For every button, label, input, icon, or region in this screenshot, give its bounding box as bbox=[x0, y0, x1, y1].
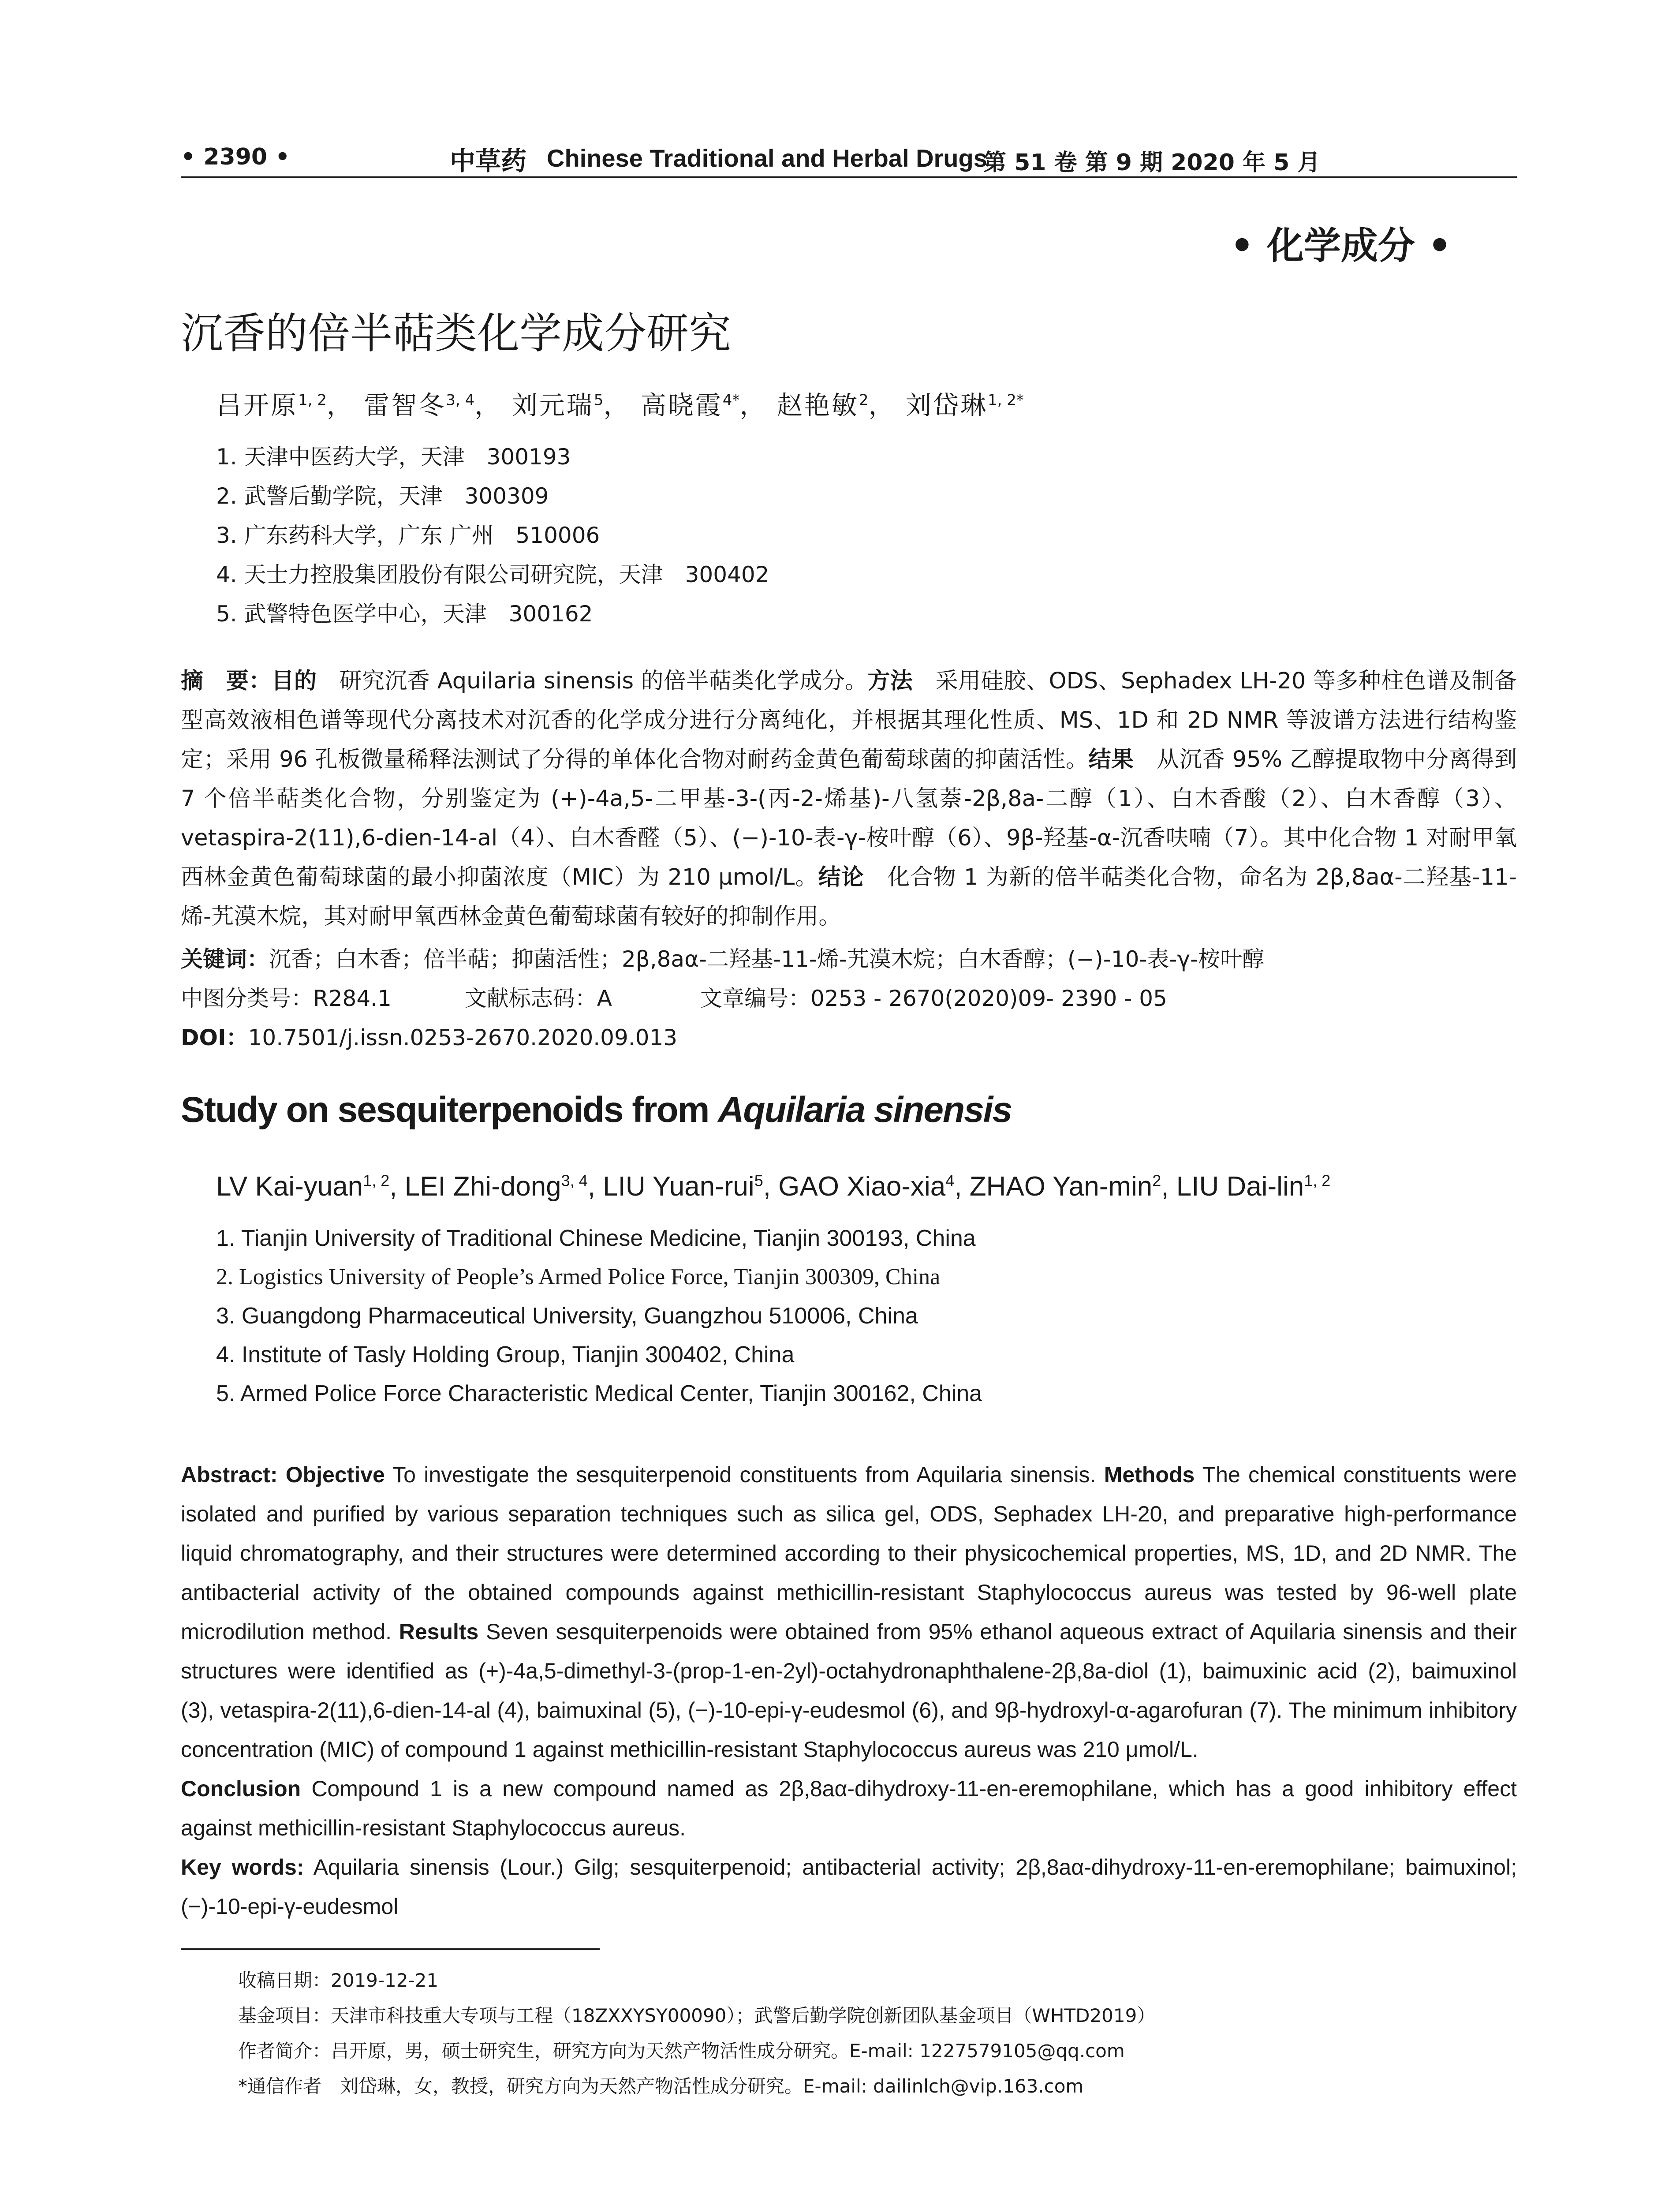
en-abstract-label: Abstract: bbox=[181, 1462, 278, 1487]
en-results-text: Seven sesquiterpenoids were obtained from 95% ethanol aqueous extract of Aquilaria sinensis and their structures were identified as (+)-4a,5-dimethyl-3-(prop-1-en-2yl)-octahydronaphthalene-2β,8a-diol (1), baimuxinic acid (2), baimuxinol (3), vetaspira-2(11),6-dien-14-al (4), baimuxinal (5), (−)-10-epi-γ-eudesmol (6), and 9β-hydroxyl-α-agarofuran (7). The minimum inhibitory concentration (MIC) of compound 1 against methicillin-resistant Staphylococcus aureus was 210 μmol/L. bbox=[181, 1619, 1517, 1762]
cn-classification: 中图分类号：R284.1 文献标志码：A 文章编号：0253 - 2670(2020)09- 2390 - 05 bbox=[181, 986, 1167, 1011]
journal-name-en: Chinese Traditional and Herbal Drugs bbox=[547, 144, 987, 172]
en-author: ZHAO Yan-min bbox=[969, 1171, 1153, 1202]
doi-label: DOI： bbox=[181, 1025, 248, 1050]
footnote-received: 收稿日期：2019-12-21 bbox=[238, 1970, 439, 1991]
header-rule bbox=[181, 176, 1517, 178]
en-affiliation: 5. Armed Police Force Characteristic Medical Center, Tianjin 300162, China bbox=[216, 1381, 982, 1406]
doi-value: 10.7501/j.issn.0253-2670.2020.09.013 bbox=[248, 1025, 678, 1050]
cn-author-sup: 1, 2 bbox=[298, 391, 327, 409]
en-affiliation: 3. Guangdong Pharmaceutical University, Guangzhou 510006, China bbox=[216, 1303, 918, 1329]
cn-conclusion-text: 化合物 1 为新的倍半萜类化合物，命名为 2β,8aα-二羟基-11-烯-艽漠木烷，其对耐甲氧西林金黄色葡萄球菌有较好的抑制作用。 bbox=[181, 864, 1517, 930]
en-title-plain: Study on sesquiterpenoids from bbox=[181, 1090, 718, 1130]
en-affiliation: 4. Institute of Tasly Holding Group, Tianjin 300402, China bbox=[216, 1342, 795, 1368]
cn-author-sup: 3, 4 bbox=[446, 391, 475, 409]
volume-issue: 第 51 卷 第 9 期 2020 年 5 月 bbox=[983, 149, 1321, 176]
cn-affiliation: 2. 武警后勤学院，天津 300309 bbox=[216, 483, 549, 509]
en-author-sup: 1, 2 bbox=[363, 1171, 390, 1190]
footnote-funding: 基金项目：天津市科技重大专项与工程（18ZXXYSY00090）；武警后勤学院创新团队基金项目（WHTD2019） bbox=[238, 2005, 1156, 2026]
page-number: • 2390 • bbox=[181, 144, 290, 170]
cn-keywords bbox=[181, 942, 1264, 973]
cn-affiliation: 1. 天津中医药大学，天津 300193 bbox=[216, 444, 571, 470]
cn-keywords-text: 沉香；白木香；倍半萜；抑菌活性；2β,8aα-二羟基-11-烯-艽漠木烷；白木香醇；(−)-10-表-γ-桉叶醇 bbox=[269, 946, 1265, 972]
en-authors: LV Kai-yuan$^{1, 2}$, LEI Zhi-dong$^{3, 4}$, LIU Yuan-rui$^5$, GAO Xiao-xia$^4$, ZHAO Yan-$\min^2$, LIU Dai-lin$^{1, 2}$ bbox=[216, 1171, 1331, 1202]
en-author: LIU Dai-lin bbox=[1176, 1171, 1304, 1202]
cn-objective-label: 目的 bbox=[271, 668, 317, 694]
cn-author: 刘元瑞 bbox=[511, 390, 594, 420]
footnote-corresponding: *通信作者 刘岱琳，女，教授，研究方向为天然产物活性成分研究。E-mail: dailinlch@vip.163.com bbox=[238, 2075, 1084, 2097]
en-affiliation: 2. Logistics University of People’s Armed Police Force, Tianjin 300309, China bbox=[216, 1264, 941, 1289]
cn-author: 赵艳敏 bbox=[777, 390, 859, 420]
cn-conclusion-label: 结论 bbox=[818, 864, 864, 890]
cn-methods-label: 方法 bbox=[867, 668, 913, 694]
en-results-label: Results bbox=[399, 1619, 479, 1644]
en-author: LV Kai-yuan bbox=[216, 1171, 363, 1202]
en-author-sup: 3, 4 bbox=[561, 1171, 588, 1190]
en-author-sup: 5 bbox=[754, 1171, 763, 1190]
en-author-sup: 2 bbox=[1152, 1171, 1161, 1190]
en-author: LIU Yuan-rui bbox=[603, 1171, 754, 1202]
footnote-author-bio: 作者简介：吕开原，男，硕士研究生，研究方向为天然产物活性成分研究。E-mail: 1227579105@qq.com bbox=[238, 2040, 1125, 2062]
cn-results-text: 从沉香 95% 乙醇提取物中分离得到 7 个倍半萜类化合物，分别鉴定为 (+)-4a,5-二甲基-3-(丙-2-烯基)-八氢萘-2β,8a-二醇（1）、白木香酸（2）、白木香醇（3）、vetaspira-2(11),6-dien-14-al（4）、白木香醛（5）、(−)-10-表-γ-桉叶醇（6）、9β-羟基-α-沉香呋喃（7）。其中化合物 1 对耐甲氧西林金黄色葡萄球菌的最小抑菌浓度（MIC）为 210 μmol/L。 bbox=[181, 747, 1517, 890]
en-keywords-label: Key words: bbox=[181, 1855, 304, 1880]
cn-author-sup: 1, 2* bbox=[987, 391, 1024, 409]
en-methods-label: Methods bbox=[1104, 1462, 1195, 1487]
section-label: • 化学成分 • bbox=[1230, 224, 1452, 267]
cn-affiliation: 3. 广东药科大学，广东 广州 510006 bbox=[216, 523, 600, 548]
en-author-sup: 1, 2 bbox=[1304, 1171, 1331, 1190]
cn-author: 雷智冬 bbox=[364, 390, 446, 420]
en-objective-label: Objective bbox=[285, 1462, 385, 1487]
cn-title: 沉香的倍半萜类化学成分研究 bbox=[181, 309, 731, 358]
en-methods-text: The chemical constituents were isolated and purified by various separation techniques such as silica gel, ODS, Sephadex LH-20, and preparative high-performance liquid chromatography, and their structures were determined according to their physicochemical properties, MS, 1D, and 2D NMR. The antibacterial activity of the obtained compounds against methicillin-resistant Staphylococcus aureus was tested by 96-well plate microdilution method. bbox=[181, 1462, 1517, 1644]
cn-author: 高晓霞 bbox=[640, 390, 723, 420]
cn-affiliation: 4. 天士力控股集团股份有限公司研究院，天津 300402 bbox=[216, 562, 769, 587]
doi-line bbox=[181, 1020, 677, 1052]
cn-abstract bbox=[181, 662, 1517, 936]
journal-name-cn: 中草药 bbox=[450, 146, 527, 176]
en-abstract bbox=[181, 1455, 1517, 1926]
cn-objective-text: 研究沉香 Aquilaria sinensis 的倍半萜类化学成分。 bbox=[317, 668, 868, 694]
cn-author: 吕开原 bbox=[216, 390, 299, 420]
en-conclusion-label: Conclusion bbox=[181, 1776, 301, 1801]
en-title bbox=[181, 1089, 1012, 1131]
cn-abstract-label: 摘 要： bbox=[181, 668, 272, 694]
en-keywords-text: Aquilaria sinensis (Lour.) Gilg; sesquiterpenoid; antibacterial activity; 2β,8aα-dihydroxy-11-en-eremophilane; baimuxinol; (−)-10-epi-γ-eudesmol bbox=[181, 1855, 1517, 1919]
cn-keywords-label: 关键词： bbox=[181, 946, 269, 972]
cn-author-sup: 2 bbox=[859, 391, 869, 409]
cn-author-sup: 4* bbox=[722, 391, 740, 409]
cn-authors: 吕开原$^{1, 2}$， 雷智冬$^{3, 4}$， 刘元瑞$^5$， 高晓霞$^{4*}$， 赵艳敏$^2$， 刘岱琳$^{1, 2*}$ bbox=[216, 390, 1024, 420]
cn-methods-text: 采用硅胶、ODS、Sephadex LH-20 等多种柱色谱及制备型高效液相色谱等现代分离技术对沉香的化学成分进行分离纯化，并根据其理化性质、MS、1D 和 2D NMR 等波谱方法进行结构鉴定；采用 96 孔板微量稀释法测试了分得的单体化合物对耐药金黄色葡萄球菌的抑菌活性。 bbox=[181, 668, 1517, 773]
cn-author-sup: 5 bbox=[594, 391, 604, 409]
en-author: LEI Zhi-dong bbox=[404, 1171, 561, 1202]
en-objective-text: To investigate the sesquiterpenoid constituents from Aquilaria sinensis. bbox=[385, 1462, 1096, 1487]
cn-affiliation: 5. 武警特色医学中心，天津 300162 bbox=[216, 601, 593, 627]
en-author: GAO Xiao-xia bbox=[778, 1171, 946, 1202]
en-affiliation: 1. Tianjin University of Traditional Chinese Medicine, Tianjin 300193, China bbox=[216, 1226, 976, 1251]
en-conclusion-text: Compound 1 is a new compound named as 2β,8aα-dihydroxy-11-en-eremophilane, which has a good inhibitory effect against methicillin-resistant Staphylococcus aureus. bbox=[181, 1776, 1517, 1840]
footnote-rule bbox=[181, 1948, 600, 1950]
en-title-italic: Aquilaria sinensis bbox=[718, 1090, 1012, 1130]
running-header bbox=[181, 140, 1517, 176]
cn-results-label: 结果 bbox=[1088, 747, 1134, 773]
en-author-sup: 4 bbox=[945, 1171, 955, 1190]
cn-author: 刘岱琳 bbox=[905, 390, 988, 420]
